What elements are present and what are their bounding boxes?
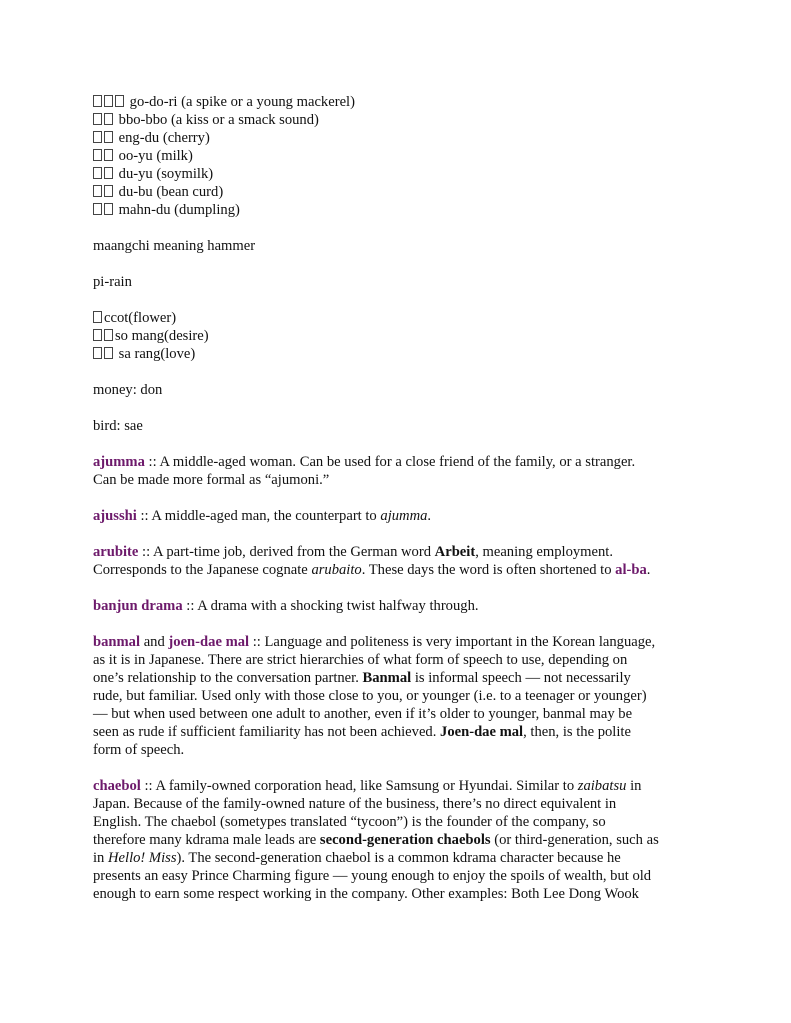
money-line: money: don — [93, 382, 163, 398]
vocab-item — [93, 147, 713, 165]
unrendered-glyph-icon — [93, 201, 115, 219]
ccot-line: ccot(flower) — [93, 309, 713, 327]
vocab-text: bbo-bbo (a kiss or a smack sound) — [118, 112, 319, 128]
vocab-item — [93, 183, 713, 201]
vocab-text: du-bu (bean curd) — [118, 184, 224, 200]
vocab-text: mahn-du (dumpling) — [118, 202, 240, 218]
unrendered-glyph-icon — [93, 345, 115, 363]
unrendered-glyph-icon — [93, 309, 104, 327]
unrendered-glyph-icon — [93, 93, 126, 111]
glossary-ajumma: ajumma :: A middle-aged woman. Can be used for a close friend of the family, or a stranger. Can be made more formal as “ajumoni.” — [93, 454, 636, 488]
glossary-term: arubite — [93, 544, 139, 560]
glossary-term: banjun drama — [93, 598, 183, 614]
glossary-banmal: banmal and joen-dae mal :: Language and politeness is very important in the Korean language, as it is in Japanese. There are strict hierarchies of what form of speech to use, depending on one’s relationship to the conversation partner. Banmal is informal speech — not necessarily rude, but familiar. Used only with those close to you, or younger (i.e. to a teenager or younger) — but when used between one adult to another, even if it’s older to younger, banmal may be seen as rude if sufficient familiarity has not been achieved. Joen-dae mal, then, is the polite form of speech. — [93, 634, 656, 758]
maangchi-line: maangchi meaning hammer — [93, 238, 256, 254]
unrendered-glyph-icon — [93, 129, 115, 147]
unrendered-glyph-icon — [93, 147, 115, 165]
glossary-banjun-drama: banjun drama :: A drama with a shocking twist halfway through. — [93, 598, 479, 614]
document-page — [93, 93, 713, 903]
glossary-term: joen-dae mal — [168, 634, 250, 650]
vocab-item — [93, 111, 713, 129]
somang-line: so mang(desire) — [93, 327, 713, 345]
vocab-item — [93, 129, 713, 147]
vocab-item — [93, 201, 713, 219]
sarang-line: sa rang(love) — [93, 345, 713, 363]
glossary-chaebol: chaebol :: A family-owned corporation head, like Samsung or Hyundai. Similar to zaibatsu in Japan. Because of the family-owned nature of the business, there’s no direct equivalent in English. The chaebol (sometypes translated “tycoon”) is the founder of the company, so therefore many kdrama male leads are second-generation chaebols (or third-generation, such as in Hello! Miss). The second-generation chaebol is a common kdrama character because he presents an easy Prince Charming figure — young enough to enjoy the spoils of wealth, but old enough to earn some respect working in the company. Other examples: Both Lee Dong Wook — [93, 778, 659, 902]
glossary-term: ajusshi — [93, 508, 137, 524]
glossary-term: ajumma — [93, 454, 145, 470]
vocab-text: du-yu (soymilk) — [118, 166, 214, 182]
vocab-text: go-do-ri (a spike or a young mackerel) — [129, 94, 355, 110]
bird-line: bird: sae — [93, 418, 143, 434]
glossary-ajusshi: ajusshi :: A middle-aged man, the counterpart to ajumma. — [93, 508, 432, 524]
glossary-arubite: arubite :: A part-time job, derived from the German word Arbeit, meaning employment. Corresponds to the Japanese cognate arubaito. These days the word is often shortened to al-ba. — [93, 544, 651, 578]
pirain-line: pi-rain — [93, 274, 132, 290]
unrendered-glyph-icon — [93, 327, 115, 345]
glossary-term: chaebol — [93, 778, 141, 794]
vocab-item — [93, 93, 713, 111]
glossary-term: banmal — [93, 634, 141, 650]
unrendered-glyph-icon — [93, 165, 115, 183]
vocab-item — [93, 165, 713, 183]
unrendered-glyph-icon — [93, 111, 115, 129]
unrendered-glyph-icon — [93, 183, 115, 201]
vocab-text: eng-du (cherry) — [118, 130, 210, 146]
vocab-text: oo-yu (milk) — [118, 148, 193, 164]
vocab-list — [93, 93, 713, 219]
